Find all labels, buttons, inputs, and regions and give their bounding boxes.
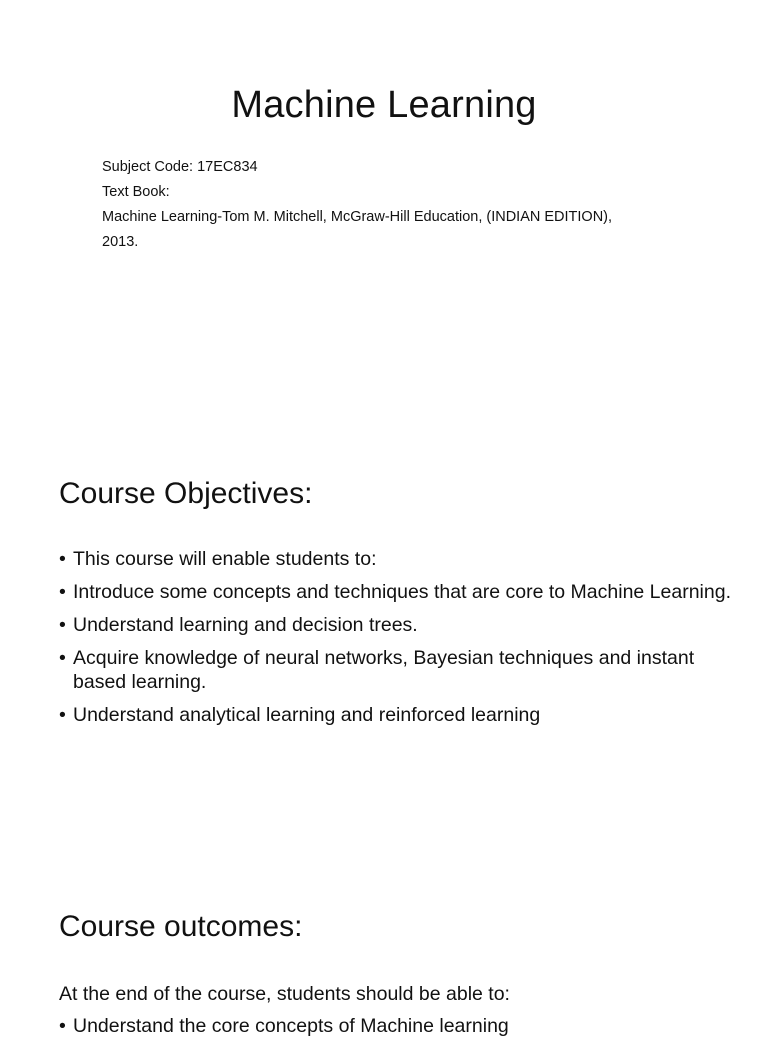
title-slide — [0, 0, 768, 432]
text-book-year: 2013. — [102, 234, 139, 250]
text-book-reference: Machine Learning-Tom M. Mitchell, McGraw-Hill Education, (INDIAN EDITION), — [102, 209, 613, 225]
list-item — [59, 1014, 509, 1038]
list-item-text: Understand analytical learning and reinforced learning — [73, 704, 541, 726]
objectives-list — [59, 547, 739, 736]
text-book-label: Text Book: — [102, 184, 170, 200]
outcomes-intro: At the end of the course, students should be able to: — [59, 983, 510, 1005]
list-item-text: Understand the core concepts of Machine learning — [73, 1015, 509, 1037]
list-item — [59, 703, 739, 727]
list-item-text: This course will enable students to: — [73, 548, 377, 570]
outcomes-heading: Course outcomes: — [59, 910, 303, 943]
list-item — [59, 580, 739, 604]
bullet-icon: • — [59, 647, 66, 669]
list-item — [59, 547, 739, 571]
bullet-icon: • — [59, 1015, 66, 1037]
objectives-slide — [0, 432, 768, 864]
course-info — [102, 155, 702, 255]
list-item-text: Understand learning and decision trees. — [73, 614, 418, 636]
bullet-icon: • — [59, 581, 66, 603]
bullet-icon: • — [59, 614, 66, 636]
list-item-text: Introduce some concepts and techniques that are core to Machine Learning. — [73, 581, 731, 603]
bullet-icon: • — [59, 548, 66, 570]
list-item — [59, 646, 739, 694]
list-item — [59, 613, 739, 637]
subject-code: Subject Code: 17EC834 — [102, 159, 258, 175]
presentation-title: Machine Learning — [231, 84, 537, 126]
objectives-heading: Course Objectives: — [59, 477, 313, 510]
bullet-icon: • — [59, 704, 66, 726]
list-item-text: Acquire knowledge of neural networks, Bayesian techniques and instant based learning. — [73, 647, 695, 693]
outcomes-slide — [0, 864, 768, 1037]
